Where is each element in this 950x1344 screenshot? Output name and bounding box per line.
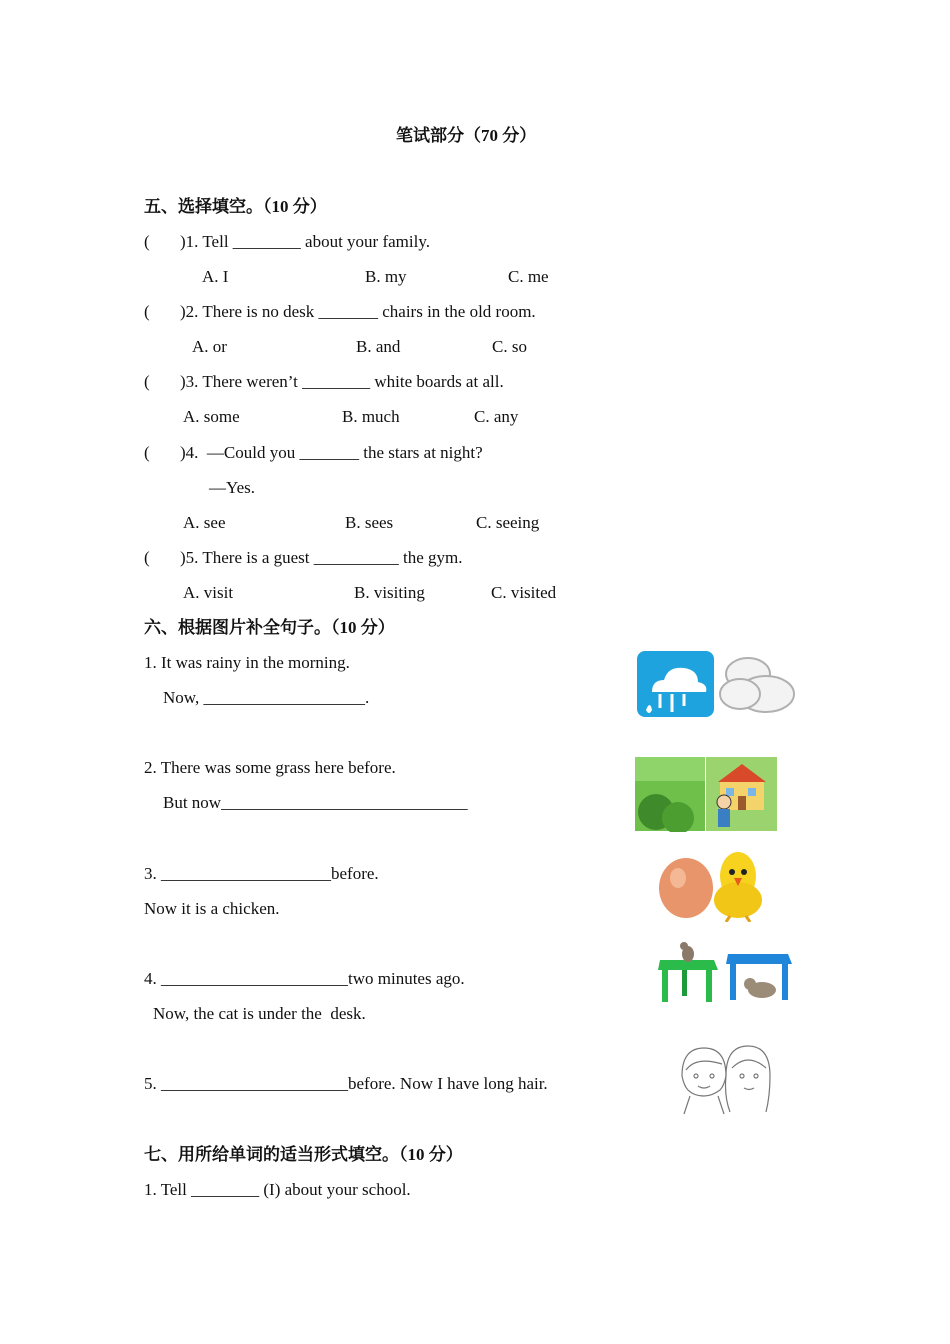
q1-option-a: A. I	[202, 267, 229, 286]
question-3-stem: )3. There weren’t ________ white boards at all.	[180, 372, 504, 391]
q4-option-b: B. sees	[345, 513, 394, 532]
q5-option-b: B. visiting	[354, 583, 425, 602]
q5-option-c: C. visited	[491, 583, 557, 602]
s6-item-5-line1: 5. ______________________before. Now I have long hair.	[144, 1074, 548, 1093]
page-title: 笔试部分（70 分）	[396, 126, 537, 145]
answer-paren-1[interactable]: (	[144, 232, 150, 251]
s7-item-1-line1: 1. Tell ________ (I) about your school.	[144, 1180, 411, 1199]
question-5-stem: )5. There is a guest __________ the gym.	[180, 548, 463, 567]
s6-item-4-line2: Now, the cat is under the desk.	[153, 1004, 366, 1023]
s6-item-4-line1: 4. ______________________two minutes ago.	[144, 969, 465, 988]
section-6-heading: 六、根据图片补全句子。（10 分）	[144, 618, 395, 637]
question-4-stem: )4. —Could you _______ the stars at night?	[180, 443, 483, 462]
q1-option-c: C. me	[508, 267, 549, 286]
q3-option-b: B. much	[342, 407, 400, 426]
s6-item-1-line1: 1. It was rainy in the morning.	[144, 653, 350, 672]
answer-paren-3[interactable]: (	[144, 372, 150, 391]
q2-option-b: B. and	[356, 337, 401, 356]
answer-paren-2[interactable]: (	[144, 302, 150, 321]
q2-option-c: C. so	[492, 337, 527, 356]
s6-item-3-line1: 3. ____________________before.	[144, 864, 379, 883]
q3-option-a: A. some	[183, 407, 240, 426]
s6-item-2-line1: 2. There was some grass here before.	[144, 758, 396, 777]
question-1-stem: )1. Tell ________ about your family.	[180, 232, 430, 251]
rain-to-cloudy-icon	[636, 648, 800, 720]
answer-paren-4[interactable]: (	[144, 443, 150, 462]
question-2-stem: )2. There is no desk _______ chairs in the old room.	[180, 302, 536, 321]
q2-option-a: A. or	[192, 337, 227, 356]
cat-on-under-desk-icon	[656, 940, 796, 1006]
q1-option-b: B. my	[365, 267, 407, 286]
q5-option-a: A. visit	[183, 583, 234, 602]
q4-option-c: C. seeing	[476, 513, 540, 532]
q3-option-c: C. any	[474, 407, 519, 426]
s6-item-1-line2: Now, ___________________.	[163, 688, 370, 707]
s6-item-3-line2: Now it is a chicken.	[144, 899, 280, 918]
answer-paren-5[interactable]: (	[144, 548, 150, 567]
s6-item-2-line2: But now_____________________________	[163, 793, 468, 812]
q4-option-a: A. see	[183, 513, 226, 532]
section-7-heading: 七、用所给单词的适当形式填空。（10 分）	[144, 1145, 463, 1164]
grass-to-house-icon	[634, 756, 778, 832]
short-to-long-hair-icon	[676, 1040, 772, 1116]
section-5-heading: 五、选择填空。（10 分）	[144, 197, 327, 216]
egg-to-chick-icon	[656, 846, 792, 922]
question-4-reply: —Yes.	[209, 478, 255, 497]
